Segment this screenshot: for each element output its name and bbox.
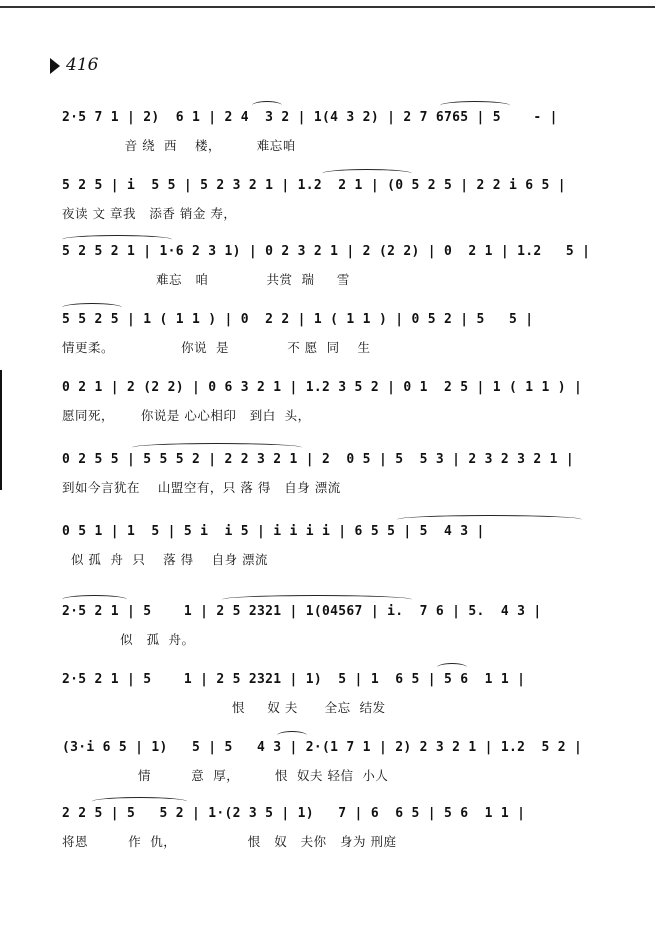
- lyrics-line: 恨 奴 夫 全忘 结发: [62, 700, 386, 715]
- slur-mark: [397, 515, 582, 524]
- notation-line: (3·i 6 5 | 1) 5 | 5 4 3 | 2·(1 7 1 | 2) 2 3 2 1 | 1.2 5 2 |: [62, 740, 583, 755]
- slur-mark: [62, 595, 127, 604]
- slur-mark: [62, 303, 122, 312]
- lyrics-line: 愿同死， 你说是 心心相印 到白 头，: [62, 408, 311, 423]
- slur-mark: [277, 731, 307, 740]
- notation-line: 0 5 1 | 1 5 | 5 i i 5 | i i i i | 6 5 5 | 5 4 3 |: [62, 524, 485, 539]
- notation-line: 2·5 7 1 | 2) 6 1 | 2 4 3 2 | 1(4 3 2) | 2 7 6765 | 5 - |: [62, 110, 558, 125]
- notation-line: 5 5 2 5 | 1 ( 1 1 ) | 0 2 2 | 1 ( 1 1 ) | 0 5 2 | 5 5 |: [62, 312, 534, 327]
- notation-line: 2·5 2 1 | 5 1 | 2 5 2321 | 1(04567 | i. 7 6 | 5. 4 3 |: [62, 604, 542, 619]
- score-row-2: [62, 178, 582, 228]
- score-row-6: [62, 452, 582, 502]
- score-row-5: [62, 380, 582, 430]
- page-marker-icon: [50, 58, 60, 74]
- top-rule: [0, 6, 655, 8]
- lyrics-line: 情 意 厚， 恨 奴夫 轻信 小人: [62, 768, 389, 783]
- lyrics-line: 夜读 文 章我 添香 销金 寿，: [62, 206, 237, 221]
- score-row-11: [62, 806, 582, 856]
- lyrics-line: 将恩 作 仇， 恨 奴 夫你 身为 刑庭: [62, 834, 397, 849]
- slur-mark: [252, 101, 282, 110]
- lyrics-line: 到如今言犹在 山盟空有，只 落 得 自身 漂流: [62, 480, 341, 495]
- lyrics-line: 似 孤 舟。: [62, 632, 195, 647]
- slur-mark: [440, 101, 510, 110]
- notation-line: 0 2 5 5 | 5 5 5 2 | 2 2 3 2 1 | 2 0 5 | 5 5 3 | 2 3 2 3 2 1 |: [62, 452, 574, 467]
- left-edge-bar: [0, 370, 2, 490]
- notation-line: 5 2 5 2 1 | 1·6 2 3 1) | 0 2 3 2 1 | 2 (2 2) | 0 2 1 | 1.2 5 |: [62, 244, 591, 259]
- lyrics-line: 难忘 咱 共赏 瑞 雪: [62, 272, 350, 287]
- lyrics-line: 似 孤 舟 只 落 得 自身 漂流: [62, 552, 269, 567]
- slur-mark: [92, 797, 187, 806]
- lyrics-line: 情更柔。 你说 是 不 愿 同 生: [62, 340, 371, 355]
- score-row-9: [62, 672, 582, 722]
- page-number: 416: [66, 55, 99, 75]
- slur-mark: [437, 663, 467, 672]
- score-row-1: [62, 110, 582, 160]
- lyrics-line: 音 绕 西 楼， 难忘咱: [62, 138, 296, 153]
- score-row-8: [62, 604, 582, 654]
- score-row-10: [62, 740, 582, 790]
- score-row-3: [62, 244, 591, 294]
- score-row-4: [62, 312, 582, 362]
- notation-line: 2 2 5 | 5 5 2 | 1·(2 3 5 | 1) 7 | 6 6 5 | 5 6 1 1 |: [62, 806, 526, 821]
- notation-line: 0 2 1 | 2 (2 2) | 0 6 3 2 1 | 1.2 3 5 2 | 0 1 2 5 | 1 ( 1 1 ) |: [62, 380, 583, 395]
- slur-mark: [322, 169, 412, 178]
- notation-line: 5 2 5 | i 5 5 | 5 2 3 2 1 | 1.2 2 1 | (0 5 2 5 | 2 2 i 6 5 |: [62, 178, 566, 193]
- slur-mark: [132, 443, 302, 452]
- notation-line: 2·5 2 1 | 5 1 | 2 5 2321 | 1) 5 | 1 6 5 | 5 6 1 1 |: [62, 672, 526, 687]
- slur-mark: [222, 595, 412, 604]
- slur-mark: [62, 235, 172, 244]
- score-row-7: [62, 524, 582, 574]
